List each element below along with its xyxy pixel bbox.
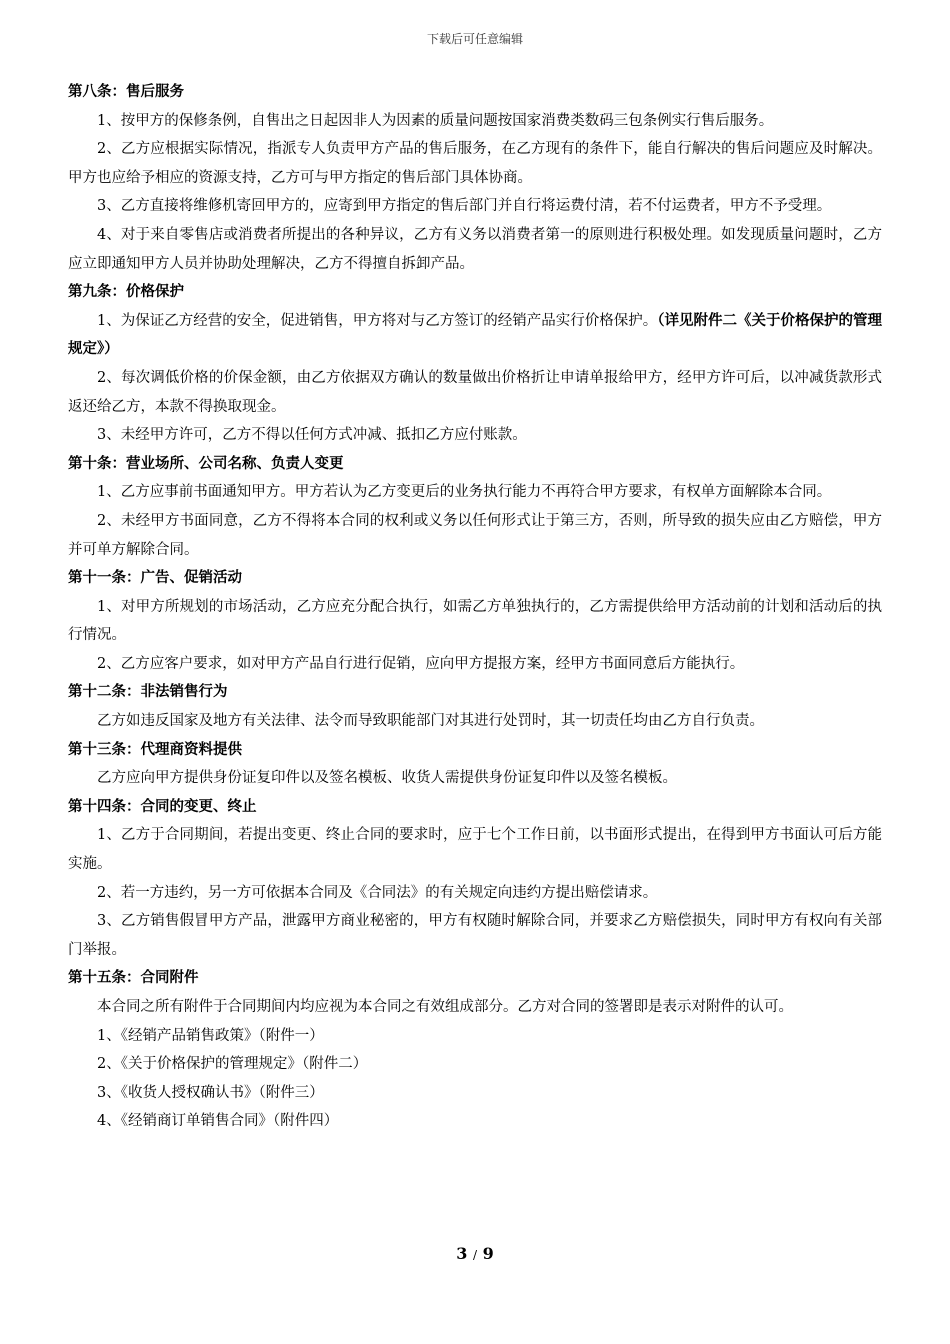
section-heading: 第八条：售后服务 <box>68 83 184 100</box>
paragraph-text: 3、乙方销售假冒甲方产品，泄露甲方商业秘密的，甲方有权随时解除合同，并要求乙方赔偿损失，同时甲方有权向有关部门举报。 <box>68 913 882 958</box>
clause-paragraph <box>68 993 882 1022</box>
paragraph-text: 4、对于来自零售店或消费者所提出的各种异议，乙方有义务以消费者第一的原则进行积极处理。如发现质量问题时，乙方应立即通知甲方人员并协助处理解决，乙方不得擅自拆卸产品。 <box>68 226 882 272</box>
paragraph-text: 2、未经甲方书面同意，乙方不得将本合同的权利或义务以任何形式让于第三方，否则，所导致的损失应由乙方赔偿，甲方并可单方解除合同。 <box>68 512 882 558</box>
paragraph-text: 1、为保证乙方经营的安全，促进销售，甲方将对与乙方签订的经销产品实行价格保护。 <box>97 312 658 329</box>
clause-paragraph <box>68 650 882 679</box>
paragraph-text: 1、乙方应事前书面通知甲方。甲方若认为乙方变更后的业务执行能力不再符合甲方要求，有权单方面解除本合同。 <box>97 484 832 501</box>
section-heading: 第十二条：非法销售行为 <box>68 683 228 701</box>
current-page: 3 <box>456 1244 468 1263</box>
clause-paragraph <box>68 107 882 136</box>
total-pages: 9 <box>482 1244 494 1263</box>
paragraph-text: 1、《经销产品销售政策》（附件一） <box>97 1027 324 1044</box>
page-number <box>0 1244 950 1263</box>
clause-paragraph <box>68 307 882 364</box>
section-heading: 第十四条：合同的变更、终止 <box>68 797 257 815</box>
clause-paragraph <box>68 135 882 192</box>
section-heading: 第九条：价格保护 <box>68 283 184 301</box>
page-header: 下载后可任意编辑 <box>426 32 523 46</box>
paragraph-text: 2、《关于价格保护的管理规定》（附件二） <box>97 1056 368 1073</box>
clause-paragraph <box>68 1022 882 1051</box>
paragraph-text: 1、乙方于合同期间，若提出变更、终止合同的要求时，应于七个工作日前，以书面形式提出，在得到甲方书面认可后方能实施。 <box>68 827 882 873</box>
paragraph-text: 1、对甲方所规划的市场活动，乙方应充分配合执行，如需乙方单独执行的，乙方需提供给甲方活动前的计划和活动后的执行情况。 <box>68 598 882 644</box>
section-heading: 第十一条：广告、促销活动 <box>68 569 242 587</box>
clause-paragraph <box>68 707 882 736</box>
paragraph-text: 2、乙方应客户要求，如对甲方产品自行进行促销，应向甲方提报方案，经甲方书面同意后方能执行。 <box>97 655 745 672</box>
paragraph-text: 3、乙方直接将维修机寄回甲方的，应寄到甲方指定的售后部门并自行将运费付清，若不付运费者，甲方不予受理。 <box>97 198 832 215</box>
page-separator: / <box>472 1248 478 1262</box>
clause-paragraph <box>68 507 882 564</box>
paragraph-text: 乙方如违反国家及地方有关法律、法令而导致职能部门对其进行处罚时，其一切责任均由乙方自行负责。 <box>97 713 764 730</box>
bold-reference: （详见附件二《关于价格保护的管理规定》） <box>68 311 882 358</box>
clause-paragraph <box>68 221 882 278</box>
document-body <box>68 78 882 1136</box>
clause-paragraph <box>68 1050 882 1079</box>
clause-paragraph <box>68 192 882 221</box>
clause-paragraph <box>68 478 882 507</box>
clause-paragraph <box>68 1107 882 1136</box>
paragraph-text: 2、若一方违约，另一方可依据本合同及《合同法》的有关规定向违约方提出赔偿请求。 <box>97 884 658 901</box>
paragraph-text: 本合同之所有附件于合同期间内均应视为本合同之有效组成部分。乙方对合同的签署即是表示对附件的认可。 <box>97 999 793 1015</box>
section-heading: 第十条：营业场所、公司名称、负责人变更 <box>68 454 344 472</box>
clause-paragraph <box>68 364 882 421</box>
clause-paragraph <box>68 764 882 793</box>
paragraph-text: 3、未经甲方许可，乙方不得以任何方式冲减、抵扣乙方应付账款。 <box>97 427 527 444</box>
paragraph-text: 乙方应向甲方提供身份证复印件以及签名模板、收货人需提供身份证复印件以及签名模板。 <box>97 770 677 787</box>
section-heading: 第十五条：合同附件 <box>68 969 199 987</box>
paragraph-text: 2、乙方应根据实际情况，指派专人负责甲方产品的售后服务，在乙方现有的条件下，能自行解决的售后问题应及时解决。甲方也应给予相应的资源支持，乙方可与甲方指定的售后部门具体协商。 <box>68 141 882 186</box>
clause-paragraph <box>68 1079 882 1108</box>
paragraph-text: 1、按甲方的保修条例，自售出之日起因非人为因素的质量问题按国家消费类数码三包条例实行售后服务。 <box>97 112 774 129</box>
paragraph-text: 2、每次调低价格的价保金额，由乙方依据双方确认的数量做出价格折让申请单报给甲方，经甲方许可后，以冲减货款形式返还给乙方，本款不得换取现金。 <box>68 369 882 415</box>
section-heading: 第十三条：代理商资料提供 <box>68 740 242 758</box>
clause-paragraph <box>68 907 882 964</box>
paragraph-text: 4、《经销商订单销售合同》（附件四） <box>97 1113 339 1130</box>
clause-paragraph <box>68 421 882 450</box>
clause-paragraph <box>68 821 882 878</box>
clause-paragraph <box>68 593 882 650</box>
clause-paragraph <box>68 879 882 908</box>
paragraph-text: 3、《收货人授权确认书》（附件三） <box>97 1084 324 1101</box>
